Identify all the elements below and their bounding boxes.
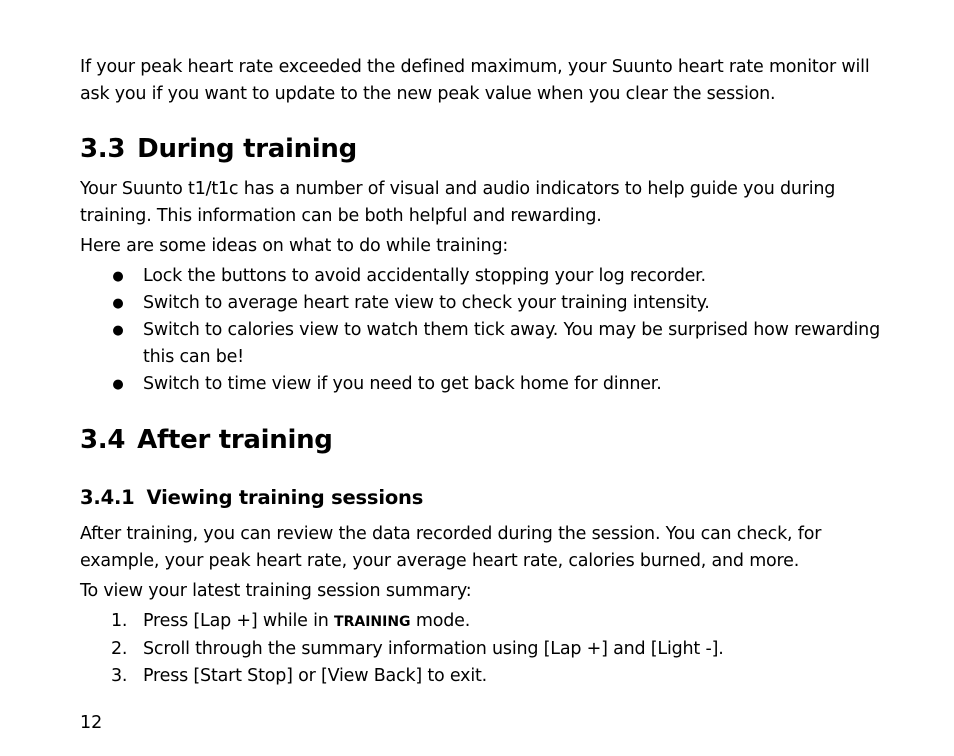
step-text: Press [Start Stop] or [View Back] to exit. [143,666,488,686]
section-heading-3-3 [80,133,357,165]
section-title: After training [137,425,333,455]
subsection-title: Viewing training sessions [146,486,424,509]
page-number: 12 [80,713,103,733]
list-item-text: Switch to average heart rate view to check your training intensity. [143,293,710,313]
step-number: 1. [111,611,128,631]
step-number: 3. [111,666,128,686]
bullet-icon: ● [112,323,124,338]
section-heading-3-4 [80,424,333,456]
during-training-paragraph-2: Here are some ideas on what to do while training: [80,236,509,256]
bullet-icon: ● [112,269,124,284]
subsection-number: 3.4.1 [80,486,135,509]
list-item [111,290,881,317]
mode-name: TRAINING [334,614,411,630]
subsection-heading-3-4-1 [80,485,423,511]
step-text: Press [Lap +] while in [143,611,335,631]
bullet-icon: ● [112,377,124,392]
after-training-paragraph-1: After training, you can review the data recorded during the session. You can check, for example, your peak heart rate, your average heart rate, calories burned, and more. [80,524,822,571]
section-number: 3.4 [80,425,126,455]
section-title: During training [137,134,357,164]
after-training-paragraph-2: To view your latest training session summary: [80,581,472,601]
list-item-text: Lock the buttons to avoid accidentally stopping your log recorder. [143,266,706,286]
list-item [111,317,881,371]
step-text: Scroll through the summary information using [Lap +] and [Light -]. [143,639,724,659]
list-item [111,663,881,690]
view-summary-steps [111,608,881,690]
step-number: 2. [111,639,128,659]
step-text: mode. [410,611,471,631]
bullet-icon: ● [112,296,124,311]
during-training-paragraph-1: Your Suunto t1/t1c has a number of visual and audio indicators to help guide you during training. This information can be both helpful and rewarding. [80,179,836,226]
list-item [111,263,881,290]
list-item [111,371,881,398]
list-item [111,636,881,663]
intro-paragraph: If your peak heart rate exceeded the defined maximum, your Suunto heart rate monitor will ask you if you want to update to the new peak value when you clear the session. [80,57,870,104]
training-ideas-list [111,263,881,398]
list-item-text: Switch to calories view to watch them tick away. You may be surprised how rewarding this can be! [143,320,880,367]
section-number: 3.3 [80,134,126,164]
list-item-text: Switch to time view if you need to get back home for dinner. [143,374,662,394]
list-item [111,608,881,636]
